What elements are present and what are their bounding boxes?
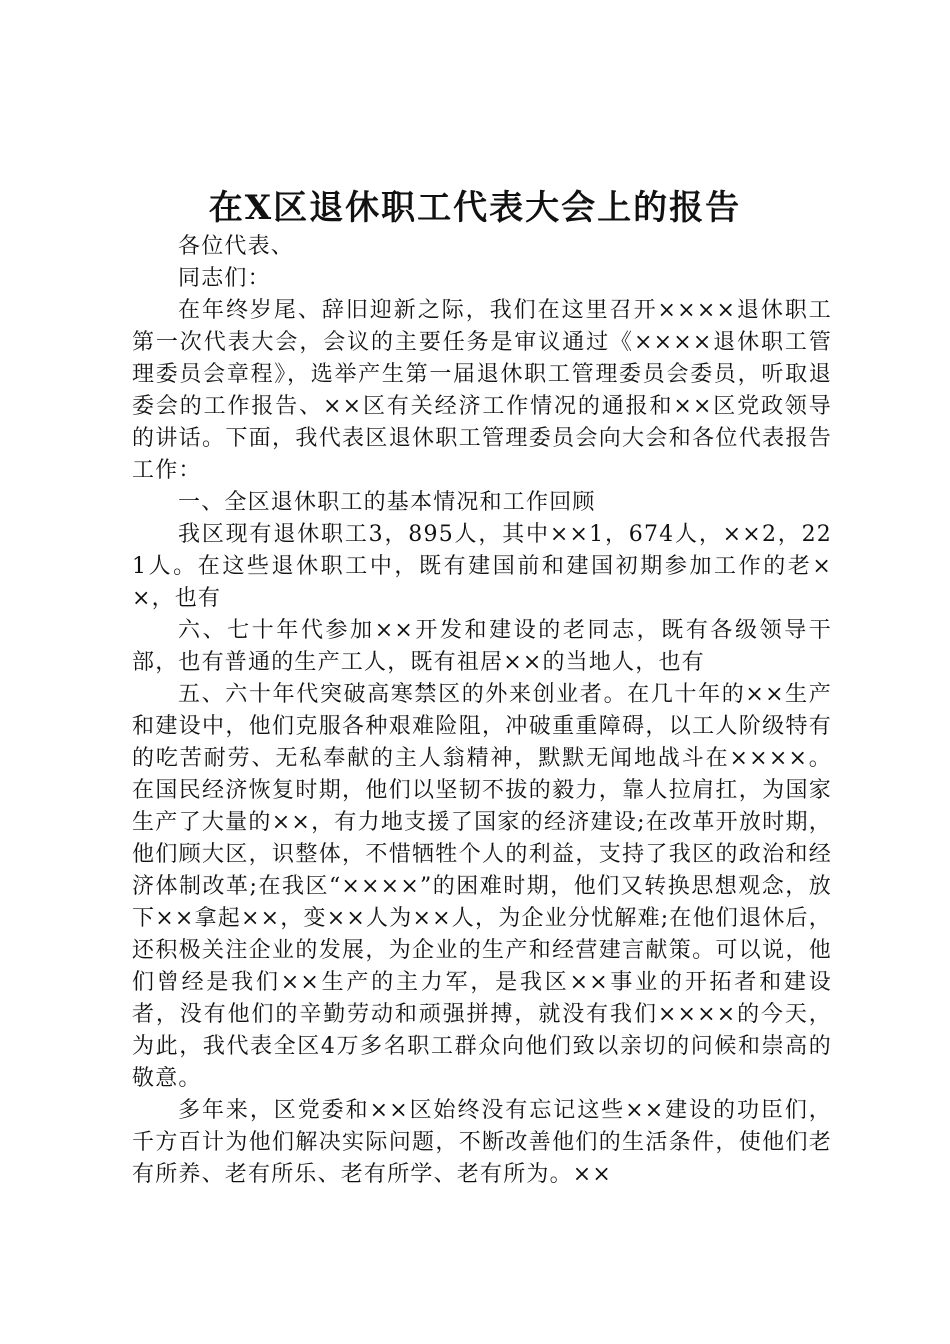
document-title: 在X区退休职工代表大会上的报告: [208, 188, 742, 228]
section-heading: 一、全区退休职工的基本情况和工作回顾: [178, 490, 596, 515]
paragraph: 我区现有退休职工3，895人，其中××1，674人，××2，221人。在这些退休职工中，既有建国前和建国初期参加工作的老××，也有: [132, 522, 832, 611]
paragraph: 多年来，区党委和××区始终没有忘记这些××建设的功臣们，千方百计为他们解决实际问题，不断改善他们的生活条件，使他们老有所养、老有所乐、老有所学、老有所为。××: [132, 1098, 832, 1187]
paragraph: 在年终岁尾、辞旧迎新之际，我们在这里召开××××退休职工第一次代表大会，会议的主要任务是审议通过《××××退休职工管理委员会章程》，选举产生第一届退休职工管理委员会委员，听取退委会的工作报告、××区有关经济工作情况的通报和××区党政领导的讲话。下面，我代表区退休职工管理委员会向大会和各位代表报告工作：: [132, 298, 832, 483]
salutation-line: 同志们：: [178, 266, 271, 291]
paragraph: 五、六十年代突破高寒禁区的外来创业者。在几十年的××生产和建设中，他们克服各种艰难险阻，冲破重重障碍，以工人阶级特有的吃苦耐劳、无私奉献的主人翁精神，默默无闻地战斗在××××。在国民经济恢复时期，他们以坚韧不拔的毅力，靠人拉肩扛，为国家生产了大量的××，有力地支援了国家的经济建设;在改革开放时期，他们顾大区，识整体，不惜牺牲个人的利益，支持了我区的政治和经济体制改革;在我区“××××”的困难时期，他们又转换思想观念，放下××拿起××，变××人为××人，为企业分忧解难;在他们退休后，还积极关注企业的发展，为企业的生产和经营建言献策。可以说，他们曾经是我们××生产的主力军，是我区××事业的开拓者和建设者，没有他们的辛勤劳动和顽强拼搏，就没有我们××××的今天，为此，我代表全区4万多名职工群众向他们致以亲切的问候和崇高的敬意。: [132, 682, 832, 1091]
salutation-line: 各位代表、: [178, 234, 295, 259]
paragraph: 六、七十年代参加××开发和建设的老同志，既有各级领导干部，也有普通的生产工人，既有祖居××的当地人，也有: [132, 618, 832, 675]
document-body: [132, 231, 832, 1191]
